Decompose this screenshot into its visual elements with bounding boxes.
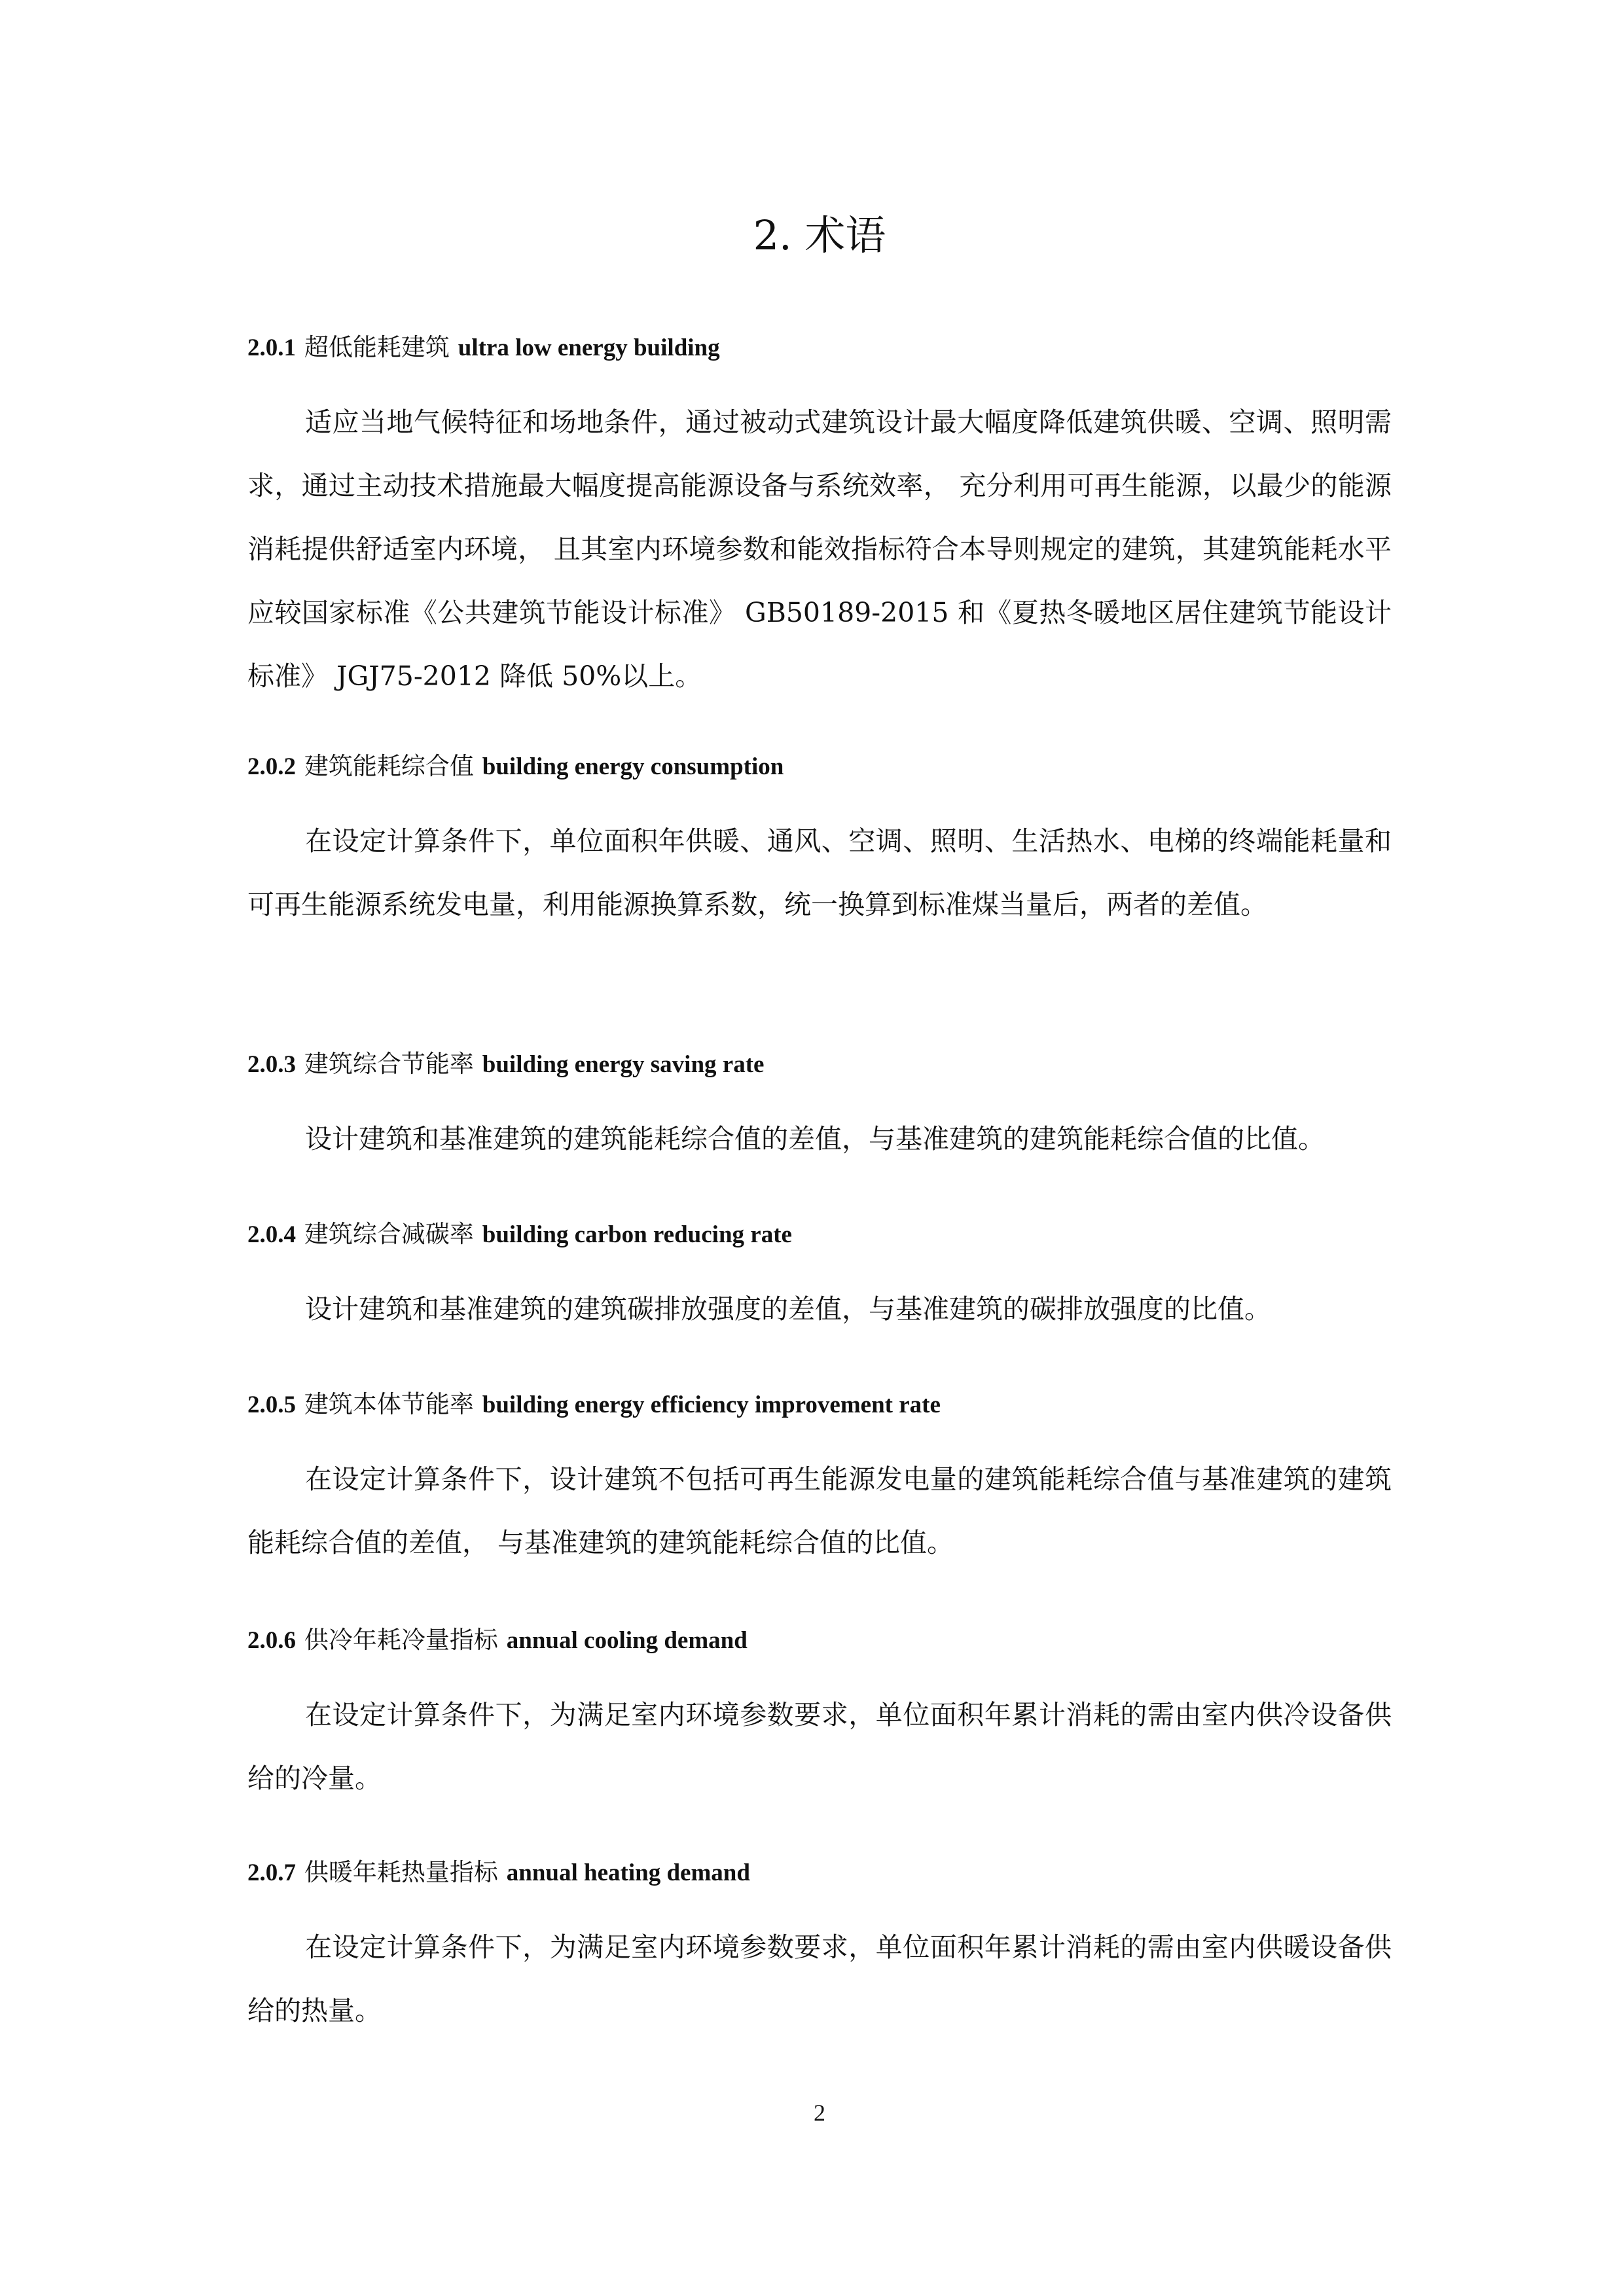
term-chinese-name: 供暖年耗热量指标 bbox=[304, 1858, 498, 1886]
term-2-0-4 bbox=[247, 1217, 1392, 1341]
term-2-0-2 bbox=[247, 749, 1392, 937]
document-page bbox=[247, 0, 1392, 2296]
term-chinese-name: 建筑综合节能率 bbox=[304, 1050, 474, 1078]
term-number: 2.0.5 bbox=[247, 1391, 296, 1418]
term-english-name: building energy efficiency improvement rate bbox=[482, 1391, 941, 1418]
term-definition: 设计建筑和基准建筑的建筑能耗综合值的差值，与基准建筑的建筑能耗综合值的比值。 bbox=[305, 1123, 1325, 1155]
term-heading bbox=[247, 1388, 1392, 1422]
page-title: 2. 术语 bbox=[753, 211, 886, 259]
term-definition: 在设定计算条件下，单位面积年供暖、通风、空调、照明、生活热水、电梯的终端能耗量和可再生能源系统发电量，利用能源换算系数，统一换算到标准煤当量后，两者的差值。 bbox=[247, 825, 1392, 920]
term-2-0-5 bbox=[247, 1388, 1392, 1575]
term-chinese-name: 建筑能耗综合值 bbox=[304, 752, 474, 780]
term-heading bbox=[247, 749, 1392, 783]
term-number: 2.0.7 bbox=[247, 1859, 296, 1886]
term-heading bbox=[247, 1047, 1392, 1081]
term-heading bbox=[247, 1856, 1392, 1890]
term-number: 2.0.4 bbox=[247, 1221, 296, 1248]
term-number: 2.0.2 bbox=[247, 753, 296, 780]
term-english-name: ultra low energy building bbox=[458, 334, 720, 361]
term-2-0-3 bbox=[247, 1047, 1392, 1171]
term-chinese-name: 超低能耗建筑 bbox=[304, 333, 450, 361]
term-english-name: building energy saving rate bbox=[482, 1051, 765, 1078]
term-heading bbox=[247, 1623, 1392, 1657]
term-number: 2.0.3 bbox=[247, 1051, 296, 1078]
term-chinese-name: 建筑综合减碳率 bbox=[304, 1220, 474, 1248]
term-english-name: annual heating demand bbox=[506, 1859, 750, 1886]
term-definition: 在设定计算条件下，设计建筑不包括可再生能源发电量的建筑能耗综合值与基准建筑的建筑能耗综合值的差值， 与基准建筑的建筑能耗综合值的比值。 bbox=[247, 1463, 1392, 1558]
term-heading bbox=[247, 331, 1392, 365]
term-2-0-1 bbox=[247, 331, 1392, 708]
term-2-0-7 bbox=[247, 1856, 1392, 2043]
page-number: 2 bbox=[814, 2100, 825, 2126]
term-definition: 适应当地气候特征和场地条件，通过被动式建筑设计最大幅度降低建筑供暖、空调、照明需求，通过主动技术措施最大幅度提高能源设备与系统效率， 充分利用可再生能源，以最少的能源消耗提供舒适室内环境， 且其室内环境参数和能效指标符合本导则规定的建筑，其建筑能耗水平应较国家标准《公共建筑节能设计标准》 GB50189-2015 和《夏热冬暖地区居住建筑节能设计标准》 JGJ75-2012 降低 50%以上。 bbox=[247, 406, 1392, 692]
term-english-name: annual cooling demand bbox=[506, 1627, 748, 1654]
term-chinese-name: 供冷年耗冷量指标 bbox=[304, 1626, 498, 1654]
term-chinese-name: 建筑本体节能率 bbox=[304, 1390, 474, 1418]
term-definition: 在设定计算条件下，为满足室内环境参数要求，单位面积年累计消耗的需由室内供暖设备供给的热量。 bbox=[247, 1931, 1392, 2026]
term-2-0-6 bbox=[247, 1623, 1392, 1810]
term-number: 2.0.6 bbox=[247, 1627, 296, 1654]
term-heading bbox=[247, 1217, 1392, 1251]
term-number: 2.0.1 bbox=[247, 334, 296, 361]
term-english-name: building energy consumption bbox=[482, 753, 784, 780]
term-definition: 在设定计算条件下，为满足室内环境参数要求，单位面积年累计消耗的需由室内供冷设备供给的冷量。 bbox=[247, 1699, 1392, 1794]
term-definition: 设计建筑和基准建筑的建筑碳排放强度的差值，与基准建筑的碳排放强度的比值。 bbox=[305, 1293, 1271, 1325]
term-english-name: building carbon reducing rate bbox=[482, 1221, 792, 1248]
